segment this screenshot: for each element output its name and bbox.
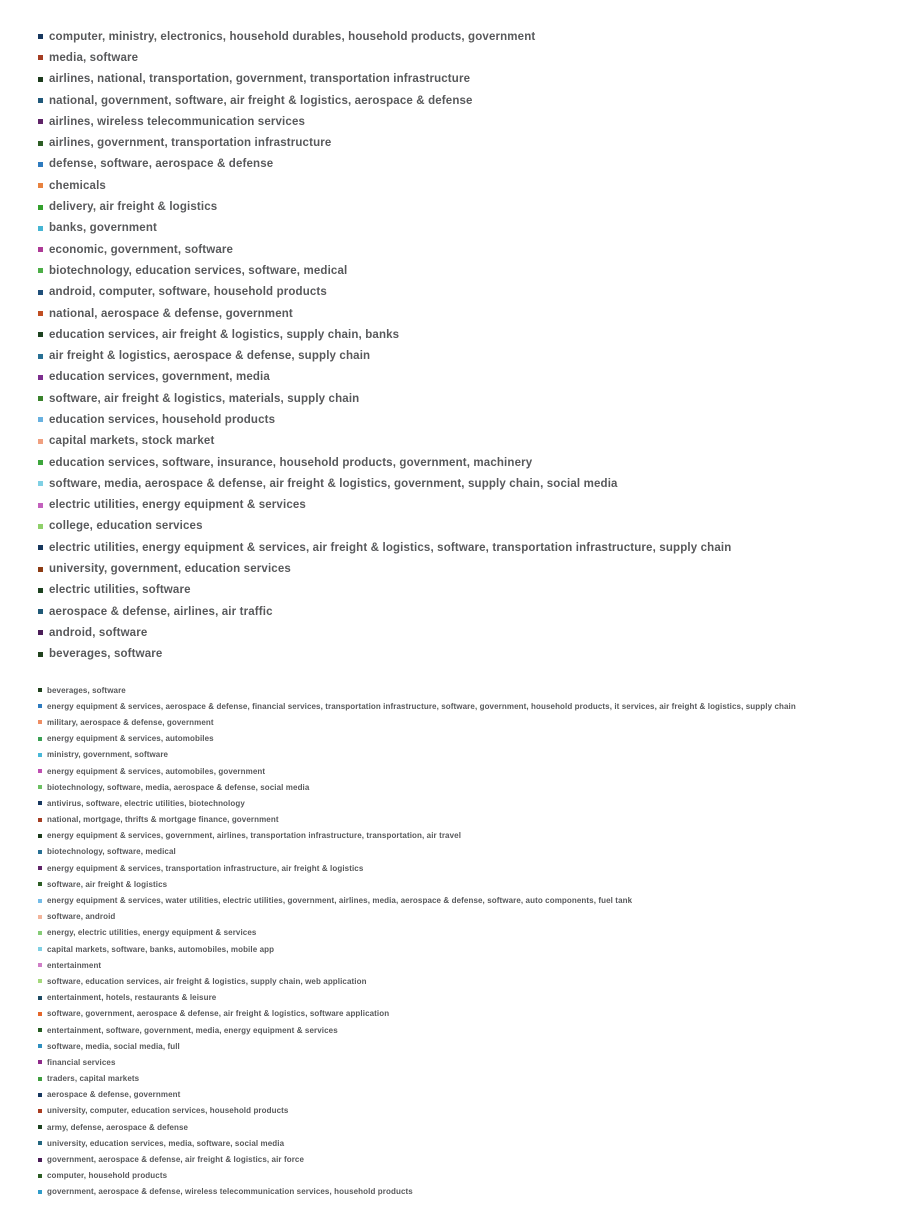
legend-item xyxy=(38,196,731,217)
legend-swatch-icon xyxy=(38,268,43,273)
legend-swatch-icon xyxy=(38,439,43,444)
legend-item-label: national, government, software, air freight & logistics, aerospace & defense xyxy=(49,94,473,107)
legend-item xyxy=(38,409,731,430)
legend-item xyxy=(38,452,731,473)
legend-swatch-icon xyxy=(38,545,43,550)
legend-swatch-icon xyxy=(38,311,43,316)
legend-item-label: energy, electric utilities, energy equipment & services xyxy=(47,928,257,938)
legend-item xyxy=(38,580,731,601)
legend-block-small xyxy=(38,682,796,1200)
legend-item xyxy=(38,26,731,47)
legend-item-label: software, media, aerospace & defense, air freight & logistics, government, supply chain, social media xyxy=(49,477,618,490)
legend-swatch-icon xyxy=(38,567,43,572)
legend-item-label: energy equipment & services, automobiles xyxy=(47,734,214,744)
legend-item xyxy=(38,731,796,747)
legend-item-label: traders, capital markets xyxy=(47,1074,140,1084)
legend-item xyxy=(38,345,731,366)
legend-item xyxy=(38,1071,796,1087)
legend-swatch-icon xyxy=(38,609,43,614)
legend-item-label: ministry, government, software xyxy=(47,750,169,760)
legend-swatch-icon xyxy=(38,704,42,708)
legend-item xyxy=(38,1006,796,1022)
legend-item-label: software, air freight & logistics xyxy=(47,879,168,889)
legend-swatch-icon xyxy=(38,1125,42,1129)
legend-item-label: airlines, wireless telecommunication services xyxy=(49,115,306,128)
legend-item xyxy=(38,860,796,876)
legend-item-label: banks, government xyxy=(49,222,157,235)
legend-swatch-icon xyxy=(38,354,43,359)
legend-item xyxy=(38,388,731,409)
legend-item xyxy=(38,779,796,795)
legend-item xyxy=(38,69,731,90)
legend-item xyxy=(38,260,731,281)
legend-item xyxy=(38,644,731,665)
legend-item-label: beverages, software xyxy=(47,685,126,695)
legend-swatch-icon xyxy=(38,1093,42,1097)
legend-item xyxy=(38,1054,796,1070)
legend-item-label: airlines, government, transportation infrastructure xyxy=(49,137,332,150)
legend-item xyxy=(38,601,731,622)
legend-item-label: university, computer, education services, household products xyxy=(47,1106,289,1116)
legend-item-label: capital markets, stock market xyxy=(49,435,215,448)
legend-item xyxy=(38,1087,796,1103)
legend-item-label: energy equipment & services, water utilities, electric utilities, government, airlines, media, aerospace & defense, software, auto components, fuel tank xyxy=(47,896,633,906)
legend-item-label: entertainment xyxy=(47,960,102,970)
legend-item-label: software, education services, air freight & logistics, supply chain, web application xyxy=(47,976,367,986)
legend-item xyxy=(38,282,731,303)
legend-item xyxy=(38,925,796,941)
legend-item-label: electric utilities, energy equipment & services, air freight & logistics, software, transportation infrastructure, supply chain xyxy=(49,541,732,554)
legend-swatch-icon xyxy=(38,1190,42,1194)
legend-item xyxy=(38,844,796,860)
legend-item xyxy=(38,473,731,494)
legend-item xyxy=(38,892,796,908)
legend-swatch-icon xyxy=(38,850,42,854)
legend-item-label: android, computer, software, household products xyxy=(49,286,327,299)
legend-item xyxy=(38,812,796,828)
legend-item xyxy=(38,1022,796,1038)
legend-item-label: biotechnology, software, medical xyxy=(47,847,176,857)
legend-item xyxy=(38,909,796,925)
legend-item-label: computer, household products xyxy=(47,1171,168,1181)
legend-item xyxy=(38,698,796,714)
legend-block-large xyxy=(38,26,731,665)
legend-swatch-icon xyxy=(38,247,43,252)
legend-item xyxy=(38,154,731,175)
legend-item-label: education services, government, media xyxy=(49,371,270,384)
legend-item xyxy=(38,1119,796,1135)
legend-swatch-icon xyxy=(38,737,42,741)
legend-item-label: software, media, social media, full xyxy=(47,1041,180,1051)
legend-swatch-icon xyxy=(38,481,43,486)
legend-swatch-icon xyxy=(38,963,42,967)
legend-item-label: electric utilities, software xyxy=(49,584,191,597)
legend-item-label: electric utilities, energy equipment & services xyxy=(49,499,306,512)
legend-item-label: education services, air freight & logistics, supply chain, banks xyxy=(49,328,400,341)
legend-item-label: national, mortgage, thrifts & mortgage finance, government xyxy=(47,815,279,825)
legend-swatch-icon xyxy=(38,769,42,773)
legend-swatch-icon xyxy=(38,226,43,231)
legend-item-label: media, software xyxy=(49,51,139,64)
legend-item-label: antivirus, software, electric utilities, biotechnology xyxy=(47,798,245,808)
legend-swatch-icon xyxy=(38,524,43,529)
legend-item-label: university, education services, media, software, social media xyxy=(47,1138,285,1148)
legend-item xyxy=(38,1103,796,1119)
legend-swatch-icon xyxy=(38,915,42,919)
legend-swatch-icon xyxy=(38,417,43,422)
legend-item xyxy=(38,324,731,345)
legend-swatch-icon xyxy=(38,1077,42,1081)
legend-swatch-icon xyxy=(38,290,43,295)
legend-swatch-icon xyxy=(38,588,43,593)
legend-item xyxy=(38,622,731,643)
legend-swatch-icon xyxy=(38,162,43,167)
legend-swatch-icon xyxy=(38,630,43,635)
legend-item-label: financial services xyxy=(47,1057,116,1067)
legend-item-label: software, android xyxy=(47,912,116,922)
legend-swatch-icon xyxy=(38,1044,42,1048)
legend-swatch-icon xyxy=(38,834,42,838)
legend-item xyxy=(38,973,796,989)
legend-swatch-icon xyxy=(38,801,42,805)
legend-item-label: entertainment, hotels, restaurants & leisure xyxy=(47,993,217,1003)
legend-item-label: energy equipment & services, government, airlines, transportation infrastructure, transportation, air travel xyxy=(47,831,462,841)
legend-item-label: beverages, software xyxy=(49,648,163,661)
legend-swatch-icon xyxy=(38,205,43,210)
legend-item xyxy=(38,367,731,388)
legend-swatch-icon xyxy=(38,753,42,757)
legend-swatch-icon xyxy=(38,375,43,380)
legend-item-label: aerospace & defense, government xyxy=(47,1090,181,1100)
legend-swatch-icon xyxy=(38,785,42,789)
legend-swatch-icon xyxy=(38,119,43,124)
legend-swatch-icon xyxy=(38,396,43,401)
legend-item-label: entertainment, software, government, media, energy equipment & services xyxy=(47,1025,338,1035)
legend-item xyxy=(38,90,731,111)
legend-swatch-icon xyxy=(38,55,43,60)
legend-item xyxy=(38,47,731,68)
legend-swatch-icon xyxy=(38,1158,42,1162)
legend-item xyxy=(38,303,731,324)
legend-item-label: computer, ministry, electronics, household durables, household products, government xyxy=(49,30,536,43)
legend-swatch-icon xyxy=(38,931,42,935)
legend-item-label: government, aerospace & defense, wireless telecommunication services, household products xyxy=(47,1187,413,1197)
legend-item xyxy=(38,876,796,892)
legend-item-label: defense, software, aerospace & defense xyxy=(49,158,274,171)
legend-item xyxy=(38,111,731,132)
legend-swatch-icon xyxy=(38,1141,42,1145)
legend-item xyxy=(38,239,731,260)
legend-swatch-icon xyxy=(38,899,42,903)
legend-item xyxy=(38,132,731,153)
legend-item xyxy=(38,431,731,452)
legend-swatch-icon xyxy=(38,1174,42,1178)
legend-swatch-icon xyxy=(38,34,43,39)
legend-swatch-icon xyxy=(38,1060,42,1064)
legend-swatch-icon xyxy=(38,947,42,951)
legend-item-label: energy equipment & services, automobiles, government xyxy=(47,766,266,776)
legend-item xyxy=(38,495,731,516)
legend-item xyxy=(38,682,796,698)
legend-swatch-icon xyxy=(38,141,43,146)
legend-item-label: software, air freight & logistics, materials, supply chain xyxy=(49,392,360,405)
legend-item xyxy=(38,763,796,779)
legend-swatch-icon xyxy=(38,1012,42,1016)
legend-item-label: college, education services xyxy=(49,520,203,533)
legend-swatch-icon xyxy=(38,866,42,870)
legend-item xyxy=(38,1151,796,1167)
legend-item xyxy=(38,795,796,811)
legend-item xyxy=(38,218,731,239)
legend-item xyxy=(38,957,796,973)
legend-item xyxy=(38,941,796,957)
legend-item xyxy=(38,1184,796,1200)
legend-item xyxy=(38,558,731,579)
legend-swatch-icon xyxy=(38,818,42,822)
legend-item-label: airlines, national, transportation, government, transportation infrastructure xyxy=(49,73,471,86)
legend-item xyxy=(38,828,796,844)
legend-item-label: aerospace & defense, airlines, air traffic xyxy=(49,605,273,618)
legend-item-label: education services, household products xyxy=(49,413,276,426)
legend-item-label: air freight & logistics, aerospace & defense, supply chain xyxy=(49,350,371,363)
legend-swatch-icon xyxy=(38,460,43,465)
legend-swatch-icon xyxy=(38,1028,42,1032)
legend-item xyxy=(38,1038,796,1054)
legend-swatch-icon xyxy=(38,98,43,103)
legend-item-label: education services, software, insurance, household products, government, machinery xyxy=(49,456,533,469)
legend-item-label: delivery, air freight & logistics xyxy=(49,201,218,214)
legend-swatch-icon xyxy=(38,503,43,508)
legend-item-label: biotechnology, software, media, aerospace & defense, social media xyxy=(47,782,310,792)
legend-item-label: android, software xyxy=(49,626,148,639)
legend-item xyxy=(38,537,731,558)
legend-item-label: software, government, aerospace & defense, air freight & logistics, software application xyxy=(47,1009,390,1019)
legend-item xyxy=(38,747,796,763)
legend-item-label: military, aerospace & defense, government xyxy=(47,717,214,727)
legend-swatch-icon xyxy=(38,183,43,188)
legend-swatch-icon xyxy=(38,720,42,724)
legend-item xyxy=(38,990,796,1006)
legend-swatch-icon xyxy=(38,1109,42,1113)
legend-item xyxy=(38,1168,796,1184)
legend-item-label: army, defense, aerospace & defense xyxy=(47,1122,189,1132)
legend-swatch-icon xyxy=(38,332,43,337)
legend-swatch-icon xyxy=(38,882,42,886)
legend-swatch-icon xyxy=(38,77,43,82)
legend-item-label: chemicals xyxy=(49,179,106,192)
legend-item-label: energy equipment & services, aerospace & defense, financial services, transportation infrastructure, software, government, household products, it services, air freight & logistics, supply chain xyxy=(47,701,796,711)
legend-item-label: energy equipment & services, transportation infrastructure, air freight & logistics xyxy=(47,863,364,873)
legend-item-label: government, aerospace & defense, air freight & logistics, air force xyxy=(47,1155,305,1165)
legend-item-label: university, government, education services xyxy=(49,563,291,576)
legend-item-label: capital markets, software, banks, automobiles, mobile app xyxy=(47,944,275,954)
legend-item-label: national, aerospace & defense, government xyxy=(49,307,293,320)
legend-item xyxy=(38,1135,796,1151)
legend-swatch-icon xyxy=(38,996,42,1000)
legend-swatch-icon xyxy=(38,688,42,692)
legend-swatch-icon xyxy=(38,979,42,983)
legend-item xyxy=(38,516,731,537)
legend-item-label: economic, government, software xyxy=(49,243,234,256)
legend-item xyxy=(38,714,796,730)
legend-item-label: biotechnology, education services, software, medical xyxy=(49,264,348,277)
legend-swatch-icon xyxy=(38,652,43,657)
legend-item xyxy=(38,175,731,196)
